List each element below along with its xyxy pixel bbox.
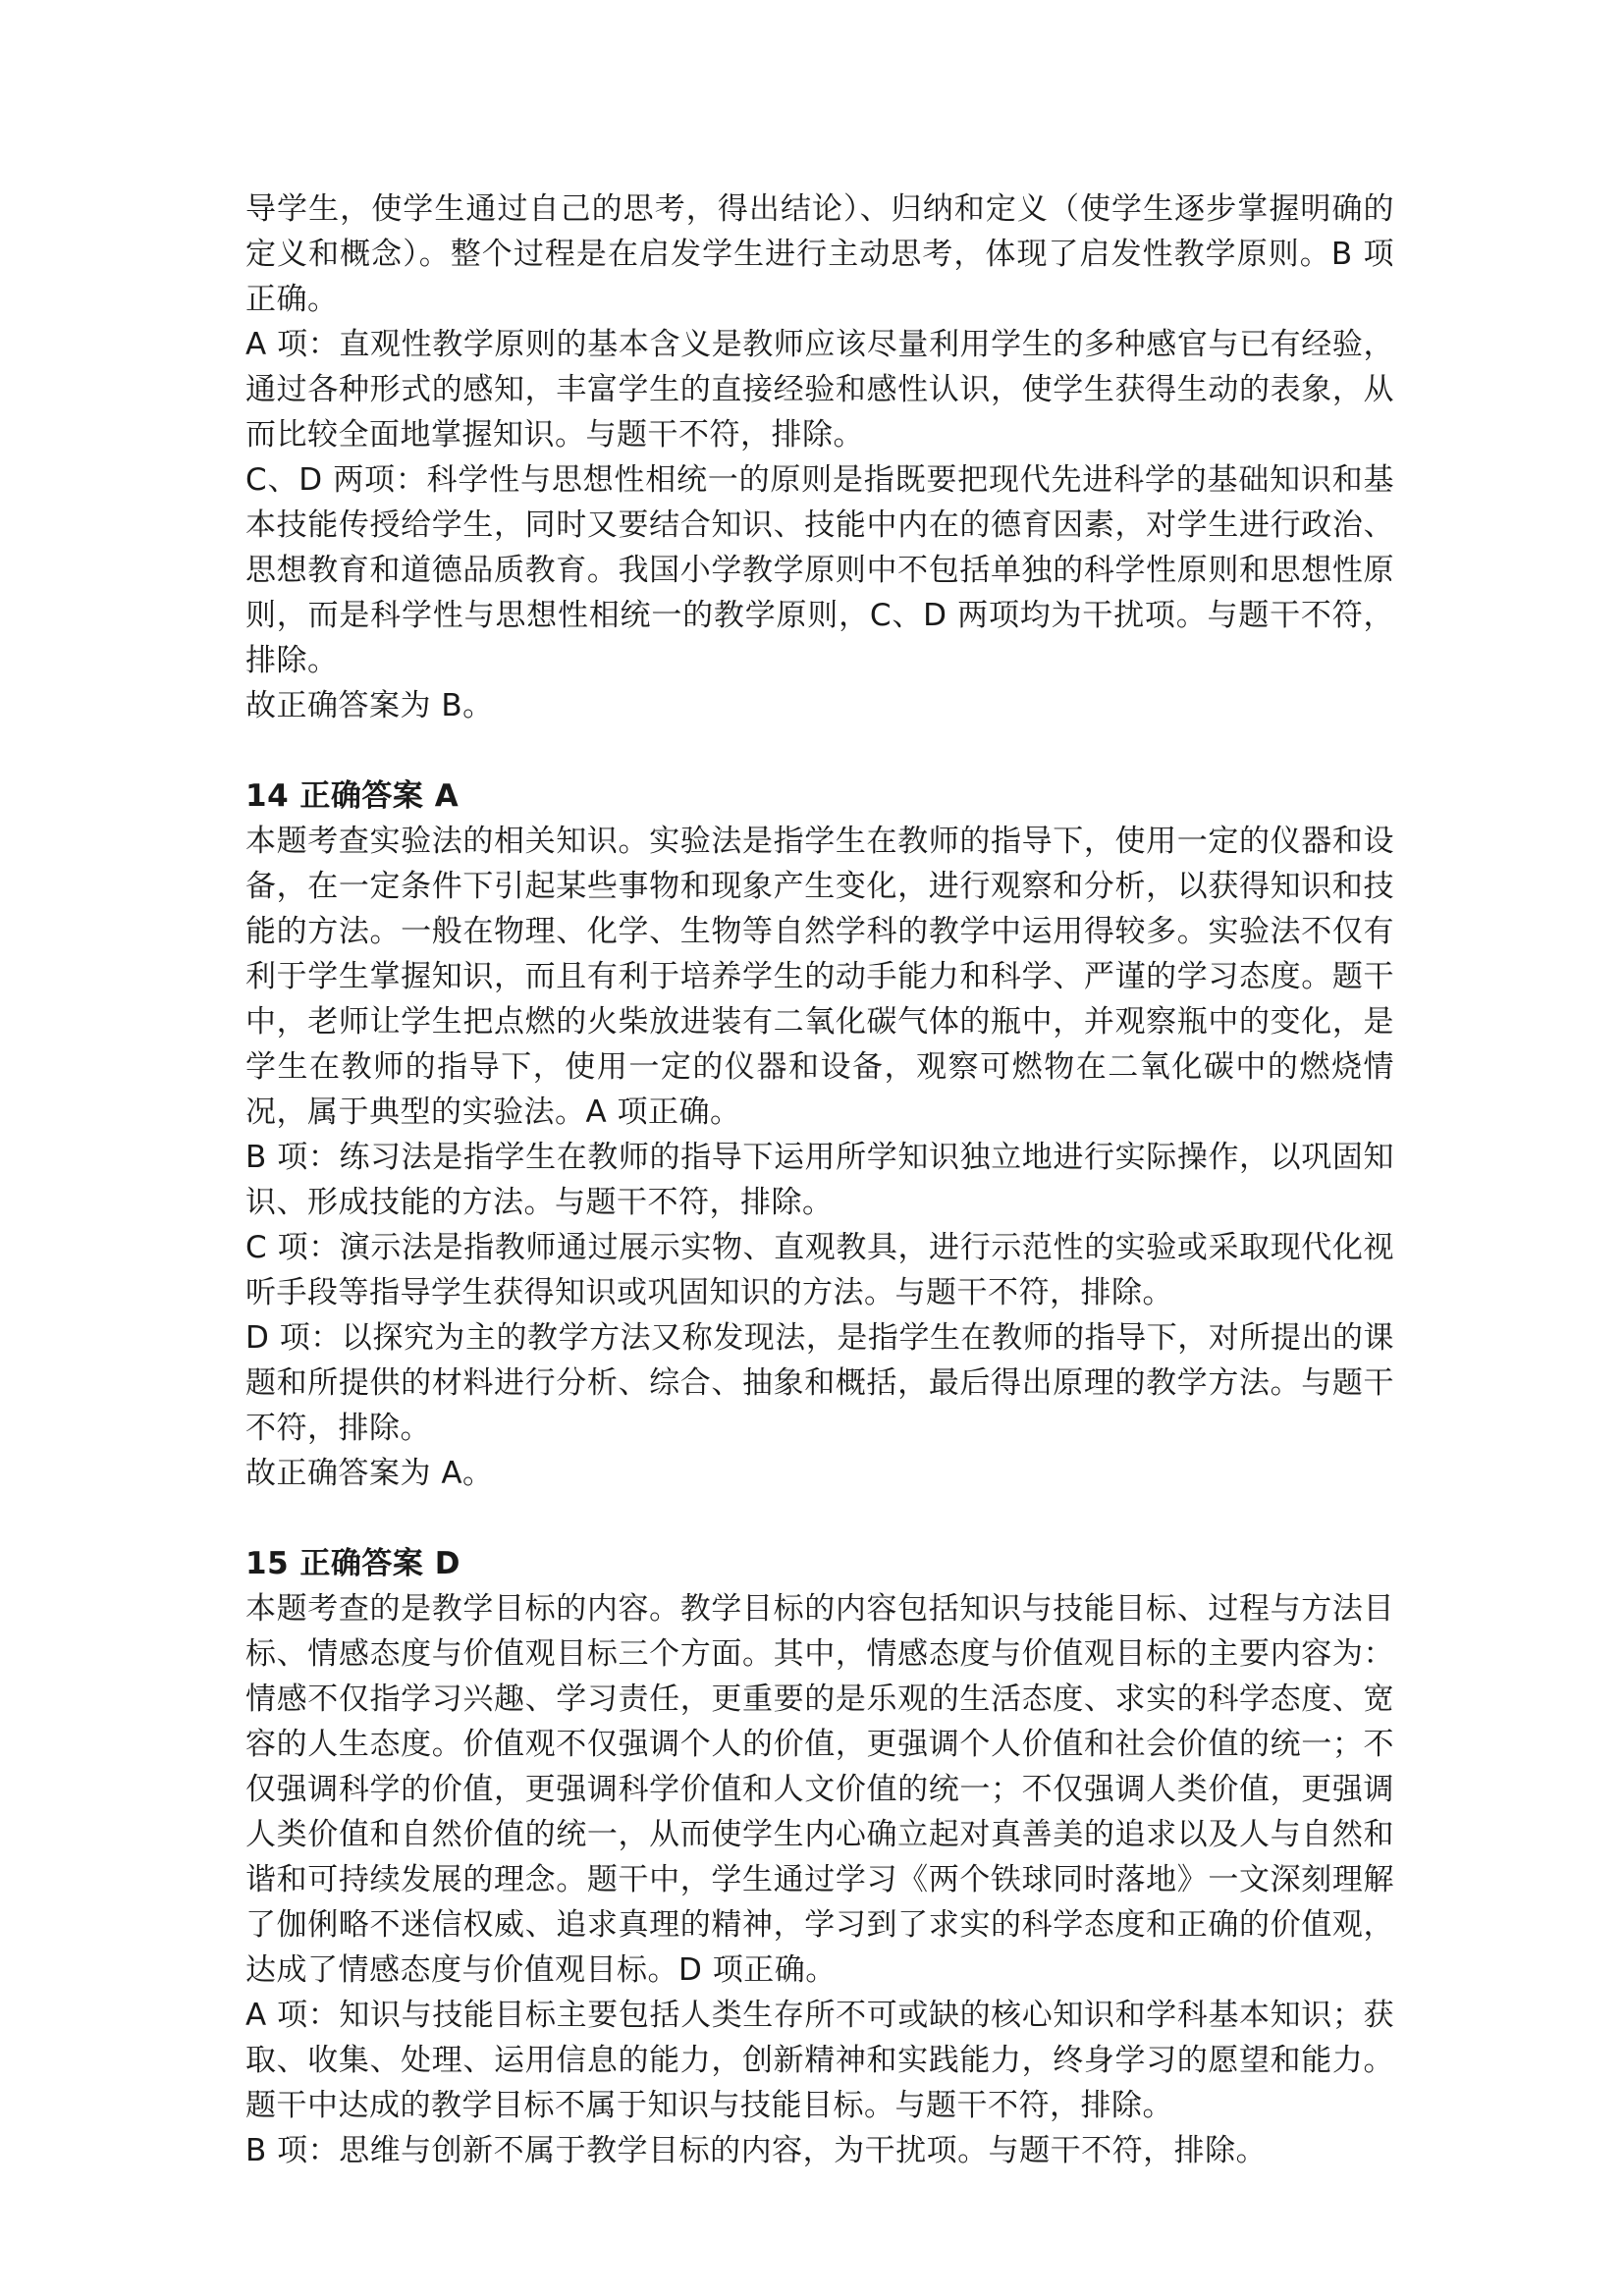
- section-13-continued: [245, 187, 1394, 728]
- paragraph: B 项：思维与创新不属于教学目标的内容，为干扰项。与题干不符，排除。: [245, 2133, 1268, 2168]
- paragraph: C 项：演示法是指教师通过展示实物、直观教具，进行示范性的实验或采取现代化视听手段等指导学生获得知识或巩固知识的方法。与题干不符，排除。: [245, 1230, 1394, 1310]
- answer-heading: 14 正确答案 A: [245, 778, 460, 814]
- paragraph: B 项：练习法是指学生在教师的指导下运用所学知识独立地进行实际操作，以巩固知识、形成技能的方法。与题干不符，排除。: [245, 1140, 1394, 1220]
- answer-heading: 15 正确答案 D: [245, 1546, 460, 1581]
- paragraph: 本题考查实验法的相关知识。实验法是指学生在教师的指导下，使用一定的仪器和设备，在一定条件下引起某些事物和现象产生变化，进行观察和分析，以获得知识和技能的方法。一般在物理、化学、生物等自然学科的教学中运用得较多。实验法不仅有利于学生掌握知识，而且有利于培养学生的动手能力和科学、严谨的学习态度。题干中，老师让学生把点燃的火柴放进装有二氧化碳气体的瓶中，并观察瓶中的变化，是学生在教师的指导下，使用一定的仪器和设备，观察可燃物在二氧化碳中的燃烧情况，属于典型的实验法。A 项正确。: [245, 824, 1394, 1130]
- paragraph: 导学生，使学生通过自己的思考，得出结论）、归纳和定义（使学生逐步掌握明确的定义和概念）。整个过程是在启发学生进行主动思考，体现了启发性教学原则。B 项正确。: [245, 191, 1394, 317]
- paragraph: A 项：直观性教学原则的基本含义是教师应该尽量利用学生的多种感官与已有经验，通过各种形式的感知，丰富学生的直接经验和感性认识，使学生获得生动的表象，从而比较全面地掌握知识。与题干不符，排除。: [245, 327, 1394, 453]
- paragraph: 故正确答案为 A。: [245, 1456, 494, 1491]
- document-page: [245, 187, 1394, 2218]
- section-14: [245, 774, 1394, 1496]
- paragraph: 本题考查的是教学目标的内容。教学目标的内容包括知识与技能目标、过程与方法目标、情感态度与价值观目标三个方面。其中，情感态度与价值观目标的主要内容为：情感不仅指学习兴趣、学习责任，更重要的是乐观的生活态度、求实的科学态度、宽容的人生态度。价值观不仅强调个人的价值，更强调个人价值和社会价值的统一；不仅强调科学的价值，更强调科学价值和人文价值的统一；不仅强调人类价值，更强调人类价值和自然价值的统一，从而使学生内心确立起对真善美的追求以及人与自然和谐和可持续发展的理念。题干中，学生通过学习《两个铁球同时落地》一文深刻理解了伽俐略不迷信权威、追求真理的精神，学习到了求实的科学态度和正确的价值观，达成了情感态度与价值观目标。D 项正确。: [245, 1591, 1394, 1988]
- paragraph: A 项：知识与技能目标主要包括人类生存所不可或缺的核心知识和学科基本知识；获取、收集、处理、运用信息的能力，创新精神和实践能力，终身学习的愿望和能力。题干中达成的教学目标不属于知识与技能目标。与题干不符，排除。: [245, 1998, 1394, 2123]
- paragraph: 故正确答案为 B。: [245, 688, 494, 723]
- paragraph: C、D 两项：科学性与思想性相统一的原则是指既要把现代先进科学的基础知识和基本技能传授给学生，同时又要结合知识、技能中内在的德育因素，对学生进行政治、思想教育和道德品质教育。我国小学教学原则中不包括单独的科学性原则和思想性原则，而是科学性与思想性相统一的教学原则，C、D 两项均为干扰项。与题干不符，排除。: [245, 462, 1394, 678]
- paragraph: D 项：以探究为主的教学方法又称发现法，是指学生在教师的指导下，对所提出的课题和所提供的材料进行分析、综合、抽象和概括，最后得出原理的教学方法。与题干不符，排除。: [245, 1320, 1394, 1446]
- section-15: [245, 1541, 1394, 2173]
